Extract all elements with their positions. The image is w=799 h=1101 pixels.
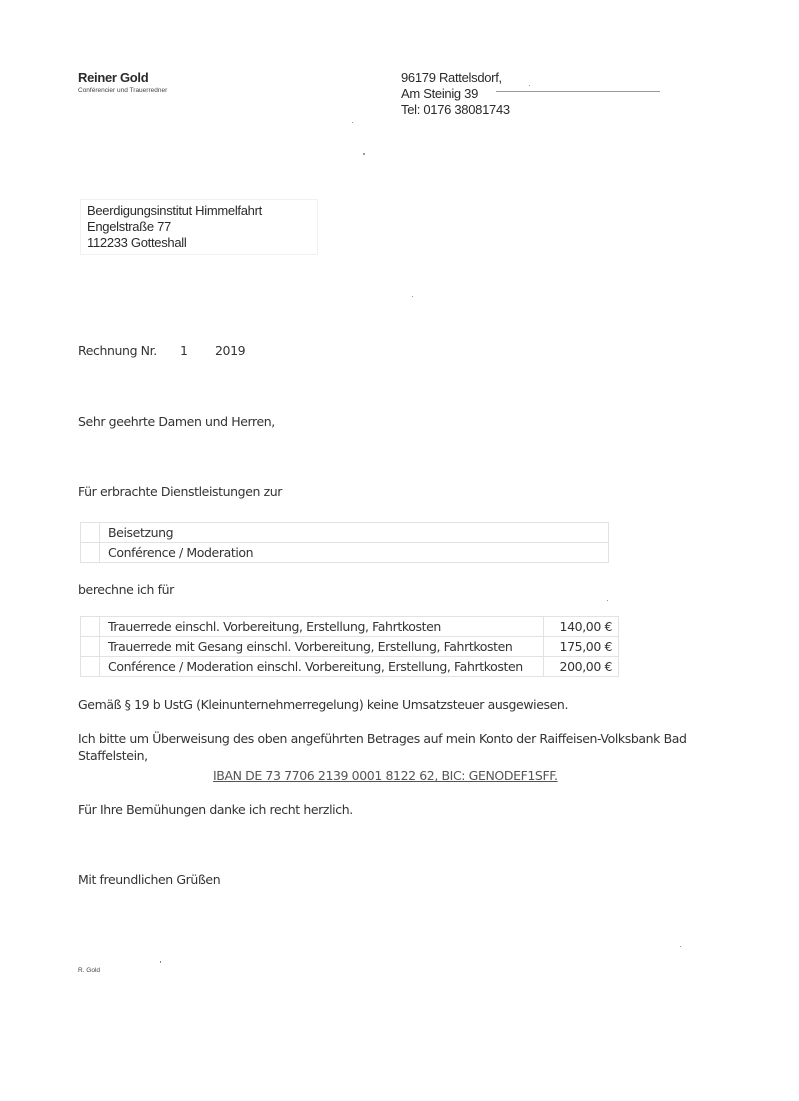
closing: Mit freundlichen Grüßen xyxy=(78,872,221,887)
invoice-label: Rechnung Nr. xyxy=(78,343,157,358)
recipient-line: Beerdigungsinstitut Himmelfahrt xyxy=(87,203,262,218)
transfer-request-line: Staffelstein, xyxy=(78,748,148,763)
invoice-year: 2019 xyxy=(215,343,246,358)
charge-amount: 140,00 € xyxy=(544,617,619,637)
sender-role: Conférencier und Trauerredner xyxy=(78,87,168,94)
charges-table xyxy=(80,616,619,677)
scan-speck xyxy=(160,961,161,963)
transfer-request xyxy=(78,730,687,764)
table-row xyxy=(81,637,619,657)
charge-amount: 175,00 € xyxy=(544,637,619,657)
charges-intro: berechne ich für xyxy=(78,582,174,597)
recipient-line: 112233 Gotteshall xyxy=(87,235,187,250)
scan-speck xyxy=(352,122,353,123)
address-underline xyxy=(496,91,660,92)
sender-address-line: Am Steinig 39 xyxy=(401,86,479,101)
table-row xyxy=(81,523,609,543)
signature: R. Gold xyxy=(78,967,101,974)
thanks: Für Ihre Bemühungen danke ich recht herzlich. xyxy=(78,802,353,817)
sender-address xyxy=(401,70,510,118)
table-row xyxy=(81,657,619,677)
services-table xyxy=(80,522,609,563)
scan-speck xyxy=(680,946,681,947)
scan-speck xyxy=(607,600,608,601)
tax-note: Gemäß § 19 b UstG (Kleinunternehmerregelung) keine Umsatzsteuer ausgewiesen. xyxy=(78,697,569,712)
recipient-address xyxy=(87,203,262,251)
sender-phone: Tel: 0176 38081743 xyxy=(401,102,510,117)
table-row xyxy=(81,617,619,637)
charge-amount: 200,00 € xyxy=(544,657,619,677)
services-intro: Für erbrachte Dienstleistungen zur xyxy=(78,484,283,499)
bank-details: IBAN DE 73 7706 2139 0001 8122 62, BIC: GENODEF1SFF. xyxy=(213,768,558,783)
sender-address-line: 96179 Rattelsdorf, xyxy=(401,70,502,85)
salutation: Sehr geehrte Damen und Herren, xyxy=(78,414,275,429)
transfer-request-line: Ich bitte um Überweisung des oben angeführten Betrages auf mein Konto der Raiffeisen-Volksbank Bad xyxy=(78,731,687,746)
scan-speck xyxy=(529,85,530,86)
service-cell: Beisetzung xyxy=(100,523,609,543)
sender-name: Reiner Gold xyxy=(78,70,149,85)
charge-description: Conférence / Moderation einschl. Vorbereitung, Erstellung, Fahrtkosten xyxy=(100,657,544,677)
charge-description: Trauerrede mit Gesang einschl. Vorbereitung, Erstellung, Fahrtkosten xyxy=(100,637,544,657)
invoice-number: 1 xyxy=(180,343,188,358)
scan-speck xyxy=(412,296,413,297)
recipient-line: Engelstraße 77 xyxy=(87,219,171,234)
service-cell: Conférence / Moderation xyxy=(100,543,609,563)
scan-speck xyxy=(363,153,365,155)
table-row xyxy=(81,543,609,563)
charge-description: Trauerrede einschl. Vorbereitung, Erstellung, Fahrtkosten xyxy=(100,617,544,637)
